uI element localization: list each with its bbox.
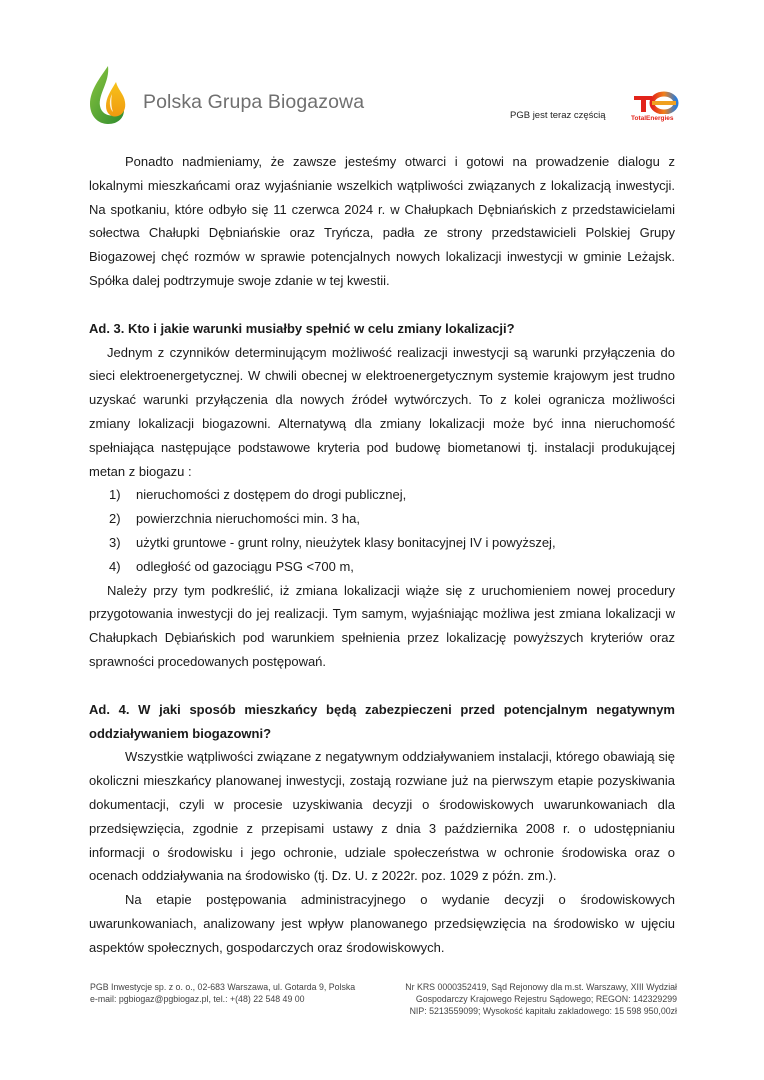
list-text: nieruchomości z dostępem do drogi publicznej, [136, 487, 407, 503]
list-item [89, 483, 675, 507]
list-number: 1) [109, 487, 121, 503]
criteria-list [89, 483, 675, 578]
list-item [89, 531, 675, 555]
ad4-paragraph-1: Wszystkie wątpliwości związane z negatywnym oddziaływaniem instalacji, którego obawiają się okoliczni mieszkańcy planowanej inwestycji, zostają rozwiane już na pierwszym etapie pozyskiwania dokumentacji, czyli w procesie uzyskiwania decyzji o środowiskowych uwarunkowaniach dla przedsięwzięcia, zgodnie z przepisami ustawy z dnia 3 października 2008 r. o udostępnianiu informacji o środowisku i jego ochronie, udziale społeczeństwa w ochronie środowiska oraz o ocenach oddziaływania na środowisko (tj. Dz. U. z 2022r. poz. 1029 z późn. zm.). [89, 749, 675, 884]
ad4-paragraph-2: Na etapie postępowania administracyjnego o wydanie decyzji o środowiskowych uwarunkowaniach, analizowany jest wpływ planowanego przedsięwzięcia na środowisko w ujęciu aspektów społecznych, gospodarczych oraz środowiskowych. [89, 892, 675, 955]
list-number: 3) [109, 534, 121, 550]
footer-nip: NIP: 5213559099; Wysokość kapitału zakladowego: 15 598 950,00zł [409, 1006, 677, 1016]
section-heading-ad4: Ad. 4. W jaki sposób mieszkańcy będą zabezpieczeni przed potencjalnym negatywnym oddziaływaniem biogazowni? [89, 701, 675, 741]
biogas-drop-icon [88, 64, 132, 126]
footer-address: PGB Inwestycje sp. z o. o., 02-683 Warszawa, ul. Gotarda 9, Polska [90, 982, 356, 992]
ad3-paragraph-2: Należy przy tym podkreślić, iż zmiana lokalizacji wiąże się z uruchomieniem nowej procedury przygotowania inwestycji do jej realizacji. Tym samym, wyjaśniając możliwa jest zmiana lokalizacji w Chałupkach Dębiańskich pod warunkiem spełnienia przez lokalizację powyższych kryteriów oraz sprawności procedowanych postępowań. [89, 582, 675, 669]
section-heading-ad3: Ad. 3. Kto i jakie warunki musiałby spełnić w celu zmiany lokalizacji? [89, 320, 515, 336]
list-number: 2) [109, 511, 121, 527]
list-number: 4) [109, 558, 121, 574]
list-text: powierzchnia nieruchomości min. 3 ha, [136, 511, 360, 527]
list-text: odległość od gazociągu PSG <700 m, [136, 558, 354, 574]
footer-company-info [90, 981, 355, 1005]
ad3-paragraph-1: Jednym z czynników determinującym możliwość realizacji inwestycji są warunki przyłączenia do sieci elektroenergetycznej. W chwili obecnej w elektroenergetycznym systemie krajowym jest trudno uzyskać warunki przyłączenia dla nowych źródeł wytwórczych. To z kolei ogranicza możliwości zmiany lokalizacji biogazowni. Alternatywą dla zmiany lokalizacji może być inna nieruchomość spełniająca następujące podstawowe kryteria pod budowę biometanowi tj. instalacji produkującej metan z biogazu : [89, 344, 675, 479]
list-item [89, 507, 675, 531]
partner-name: TotalEnergies [631, 115, 674, 122]
list-item [89, 555, 675, 579]
list-text: użytki gruntowe - grunt rolny, nieużytek klasy bonitacyjnej IV i powyższej, [136, 534, 556, 550]
letter-body [89, 150, 675, 960]
totalenergies-logo [628, 90, 684, 126]
footer-krs: Nr KRS 0000352419, Sąd Rejonowy dla m.st. Warszawy, XIII Wydział [405, 982, 677, 992]
partner-caption: PGB jest teraz częścią [510, 110, 606, 121]
footer-contact: e-mail: pgbiogaz@pgbiogaz.pl, tel.: +(48) 22 548 49 00 [90, 994, 305, 1004]
footer-registry-info [405, 981, 677, 1017]
intro-paragraph: Ponadto nadmieniamy, że zawsze jesteśmy otwarci i gotowi na prowadzenie dialogu z lokalnymi mieszkańcami oraz wyjaśnianie wszelkich wątpliwości związanych z lokalizacją inwestycji. Na spotkaniu, które odbyło się 11 czerwca 2024 r. w Chałupkach Dębniańskich z przedstawicielami sołectwa Chałupki Dębniańskie oraz Tryńcza, padła ze strony przedstawicieli Polskiej Grupy Biogazowej chęć rozmów w sprawie potencjalnych nowych lokalizacji inwestycji w gminie Leżajsk. Spółka dalej podtrzymuje swoje zdanie w tej kwestii. [89, 154, 675, 288]
pgb-logo [88, 64, 388, 128]
totalenergies-icon [632, 90, 680, 114]
footer-regon: Gospodarczy Krajowego Rejestru Sądowego; REGON: 142329299 [415, 994, 677, 1004]
company-name: Polska Grupa Biogazowa [143, 91, 365, 113]
